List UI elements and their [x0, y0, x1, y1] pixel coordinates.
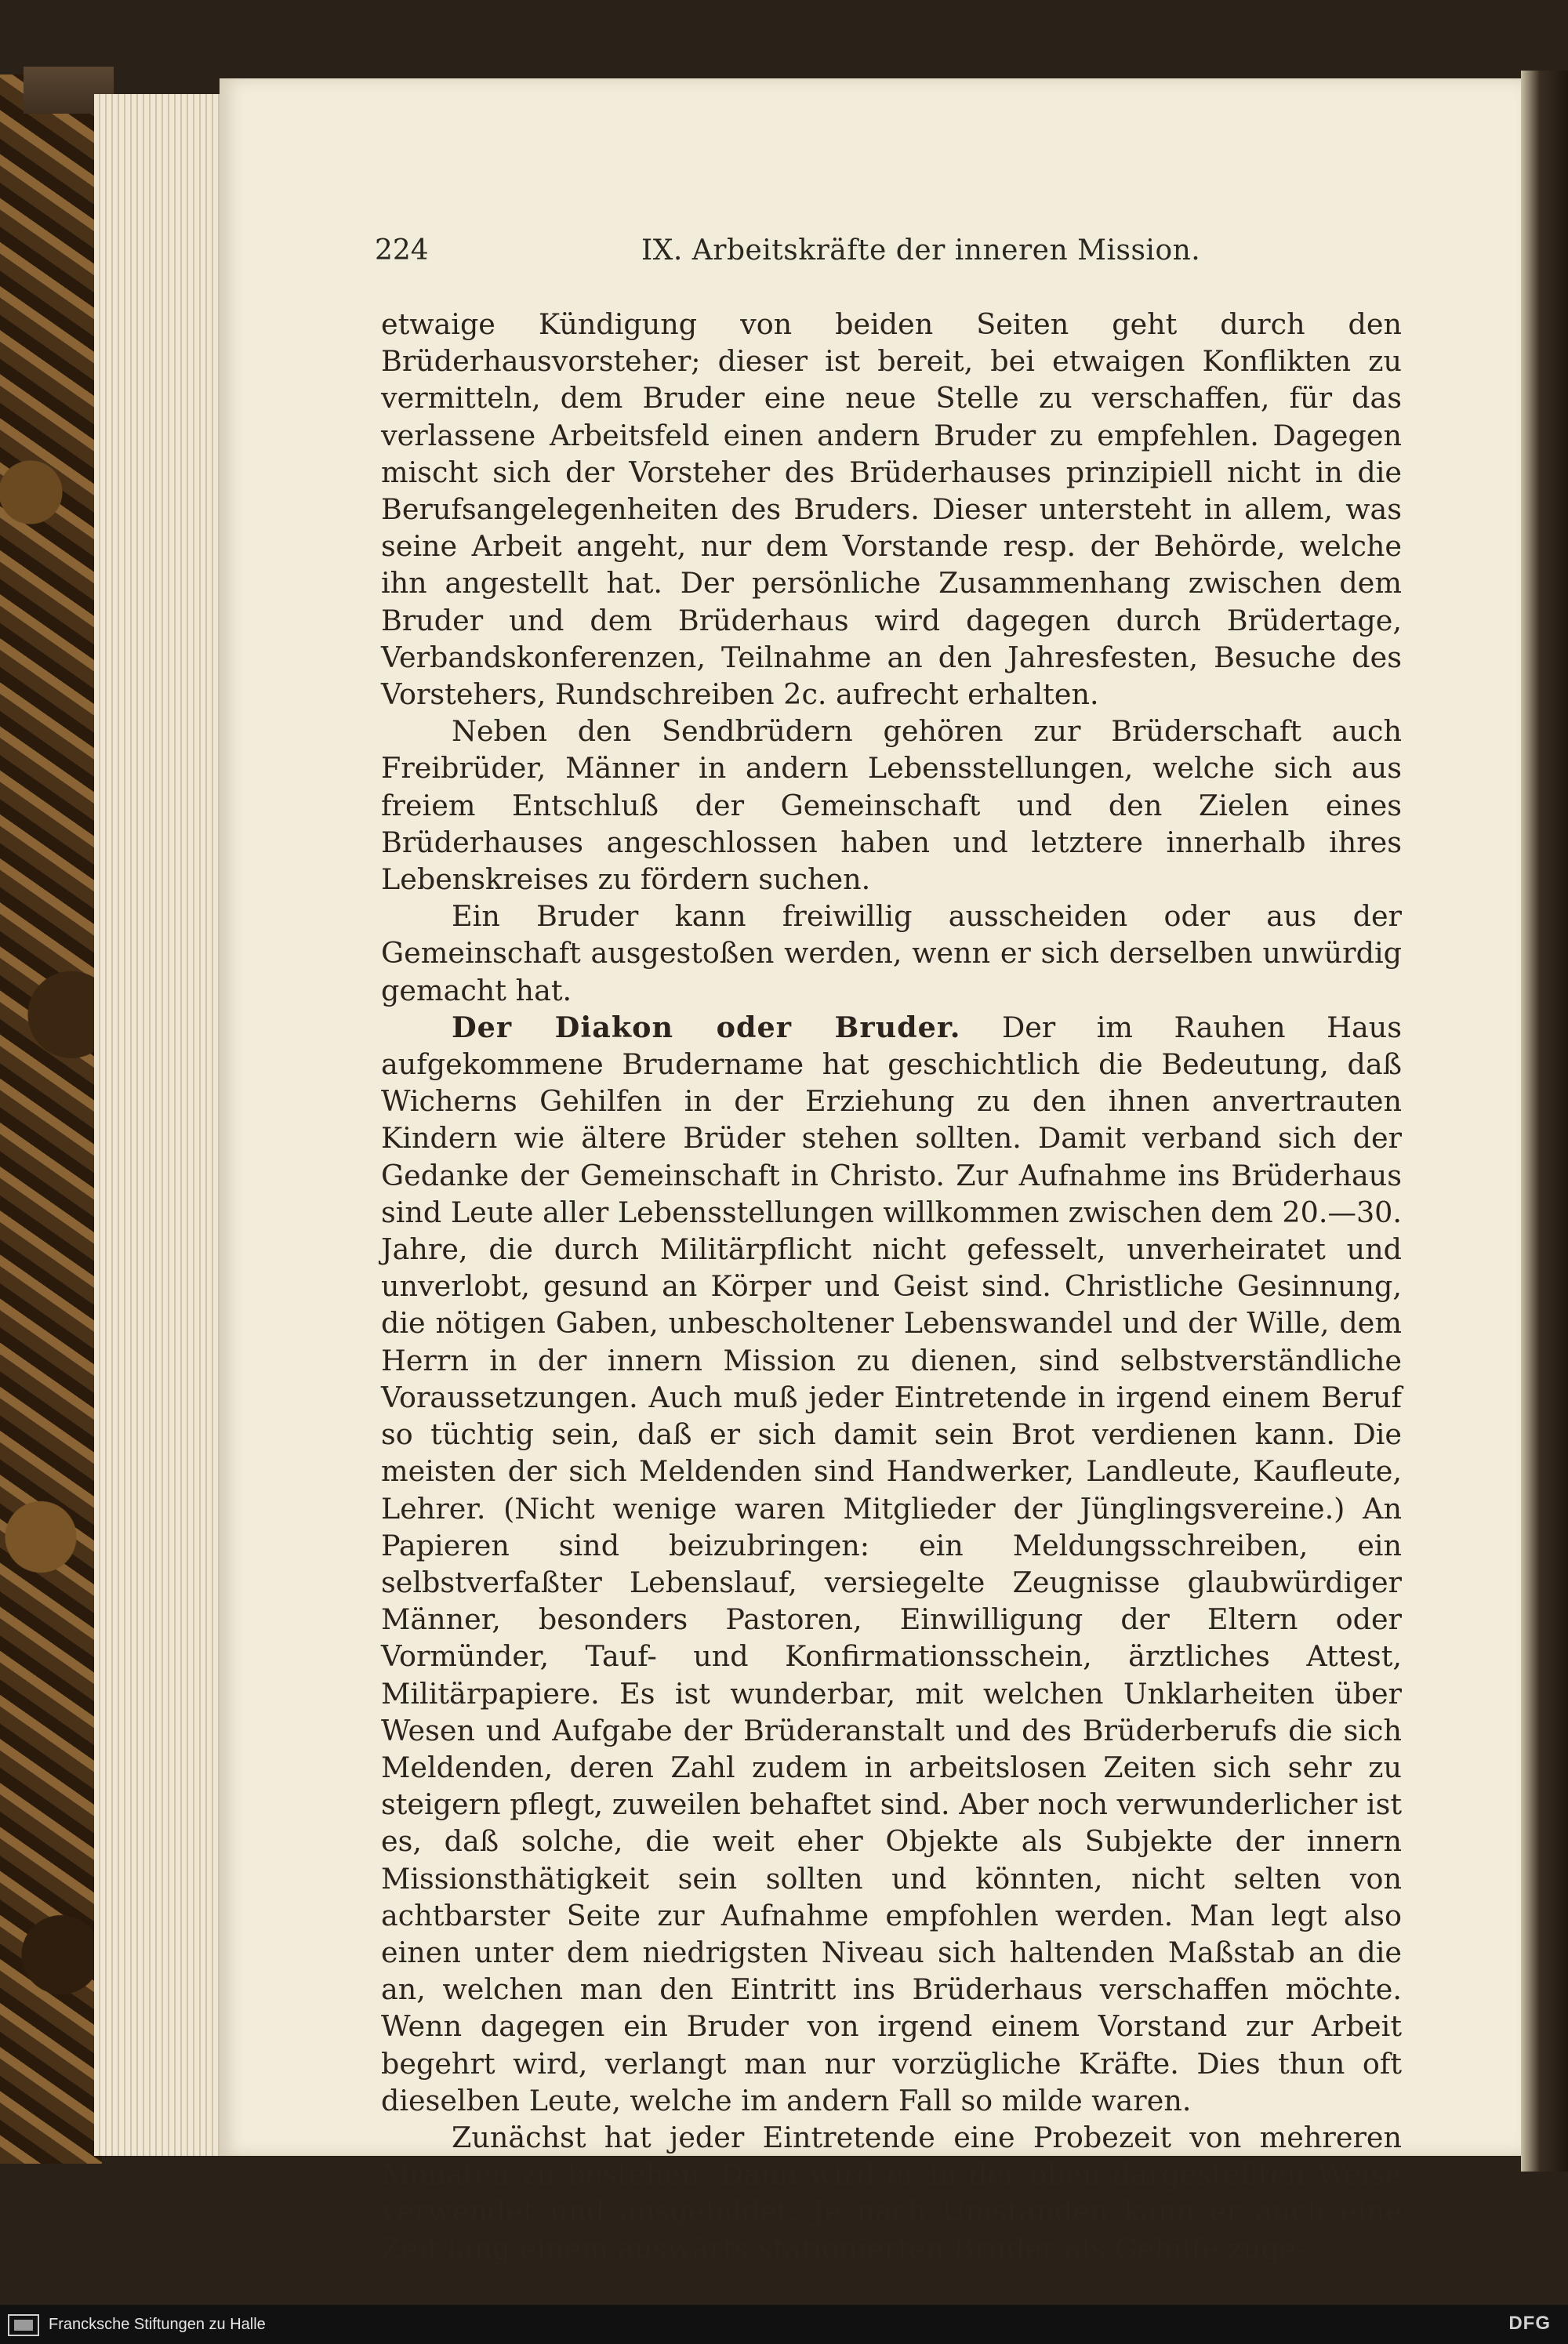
paragraph-3: Ein Bruder kann freiwillig ausscheiden oder aus der Gemeinschaft ausgestoßen werden, wenn er sich derselben unwürdig gemacht hat.	[381, 899, 1402, 1007]
body-text	[381, 306, 1402, 2267]
library-name: Francksche Stiftungen zu Halle	[49, 2316, 266, 2333]
marbled-book-cover	[0, 74, 102, 2164]
library-logo-icon	[8, 2314, 39, 2336]
paragraph-2: Neben den Sendbrüdern gehören zur Brüderschaft auch Freibrüder, Männer in andern Lebensstellungen, welche sich aus freiem Entschluß der Gemeinschaft und den Zielen eines Brüderhauses angeschlossen haben und letztere innerhalb ihres Lebenskreises zu fördern suchen.	[381, 714, 1402, 897]
page-number: 224	[375, 234, 429, 267]
dfg-logo: DFG	[1508, 2313, 1551, 2334]
paragraph-5: Zunächst hat jeder Eintretende eine Probezeit von mehreren Monaten zu bestehen. Dann wird er in der oben dargestellten Weise verwendet und ausgebildet. Je nach Umständen kann er auch eine Zeit lang einem auswärts stationierten Bruder als Gehilfe zuge-	[381, 2120, 1402, 2266]
page-header	[375, 231, 1402, 270]
facing-page-gutter	[1521, 71, 1568, 2172]
viewer-footer	[0, 2305, 1568, 2344]
section-heading: Der Diakon oder Bruder.	[452, 1010, 961, 1044]
paragraph-4	[381, 1009, 1402, 2119]
paragraph-4-text: Der im Rauhen Haus aufgekommene Brudername hat geschichtlich die Bedeutung, daß Wicherns Gehilfen in der Erziehung zu den ihnen anvertrauten Kindern wie ältere Brüder stehen sollten. Damit verband sich der Gedanke der Gemeinschaft in Christo. Zur Aufnahme ins Brüderhaus sind Leute aller Lebensstellungen willkommen zwischen dem 20.—30. Jahre, die durch Militärpflicht nicht gefesselt, unverheiratet und unverlobt, gesund an Körper und Geist sind. Christliche Gesinnung, die nötigen Gaben, unbescholtener Lebenswandel und der Wille, dem Herrn in der innern Mission zu dienen, sind selbstverständliche Voraussetzungen. Auch muß jeder Eintretende in irgend einem Beruf so tüchtig sein, daß er sich damit sein Brot verdienen kann. Die meisten der sich Meldenden sind Handwerker, Landleute, Kaufleute, Lehrer. (Nicht wenige waren Mitglieder der Jünglingsvereine.) An Papieren sind beizubringen: ein Meldungsschreiben, ein selbstverfaßter Lebenslauf, versiegelte Zeugnisse glaubwürdiger Männer, besonders Pastoren, Einwilligung der Eltern oder Vormünder, Tauf- und Konfirmationsschein, ärztliches Attest, Militärpapiere. Es ist wunderbar, mit welchen Unklarheiten über Wesen und Aufgabe der Brüderanstalt und des Brüderberufs die sich Meldenden, deren Zahl zudem in arbeitslosen Zeiten sich sehr zu steigern pflegt, zuweilen behaftet sind. Aber noch verwunderlicher ist es, daß solche, die weit eher Objekte als Subjekte der innern Missionsthätigkeit sein sollten und könnten, nicht selten von achtbarster Seite zur Aufnahme empfohlen werden. Man legt also einen unter dem niedrigsten Niveau sich haltenden Maßstab an die an, welchen man den Eintritt ins Brüderhaus verschaffen möchte. Wenn dagegen ein Bruder von irgend einem Vorstand zur Arbeit begehrt wird, verlangt man nur vorzügliche Kräfte. Dies thun oft dieselben Leute, welche im andern Fall so milde waren.	[381, 1010, 1402, 2117]
paragraph-1: etwaige Kündigung von beiden Seiten geht durch den Brüderhausvorsteher; dieser ist bereit, bei etwaigen Konflikten zu vermitteln, dem Bruder eine neue Stelle zu verschaffen, für das verlassene Arbeitsfeld einen andern Bruder zu empfehlen. Dagegen mischt sich der Vorsteher des Brüderhauses prinzipiell nicht in die Berufsangelegenheiten des Bruders. Dieser untersteht in allem, was seine Arbeit angeht, nur dem Vorstande resp. der Behörde, welche ihn angestellt hat. Der persönliche Zusammenhang zwischen dem Bruder und dem Brüderhaus wird dagegen durch Brüdertage, Verbandskonferenzen, Teilnahme an den Jahresfesten, Besuche des Vorstehers, Rundschreiben 2c. aufrecht erhalten.	[381, 307, 1402, 712]
running-head: IX. Arbeitskräfte der inneren Mission.	[641, 234, 1201, 267]
